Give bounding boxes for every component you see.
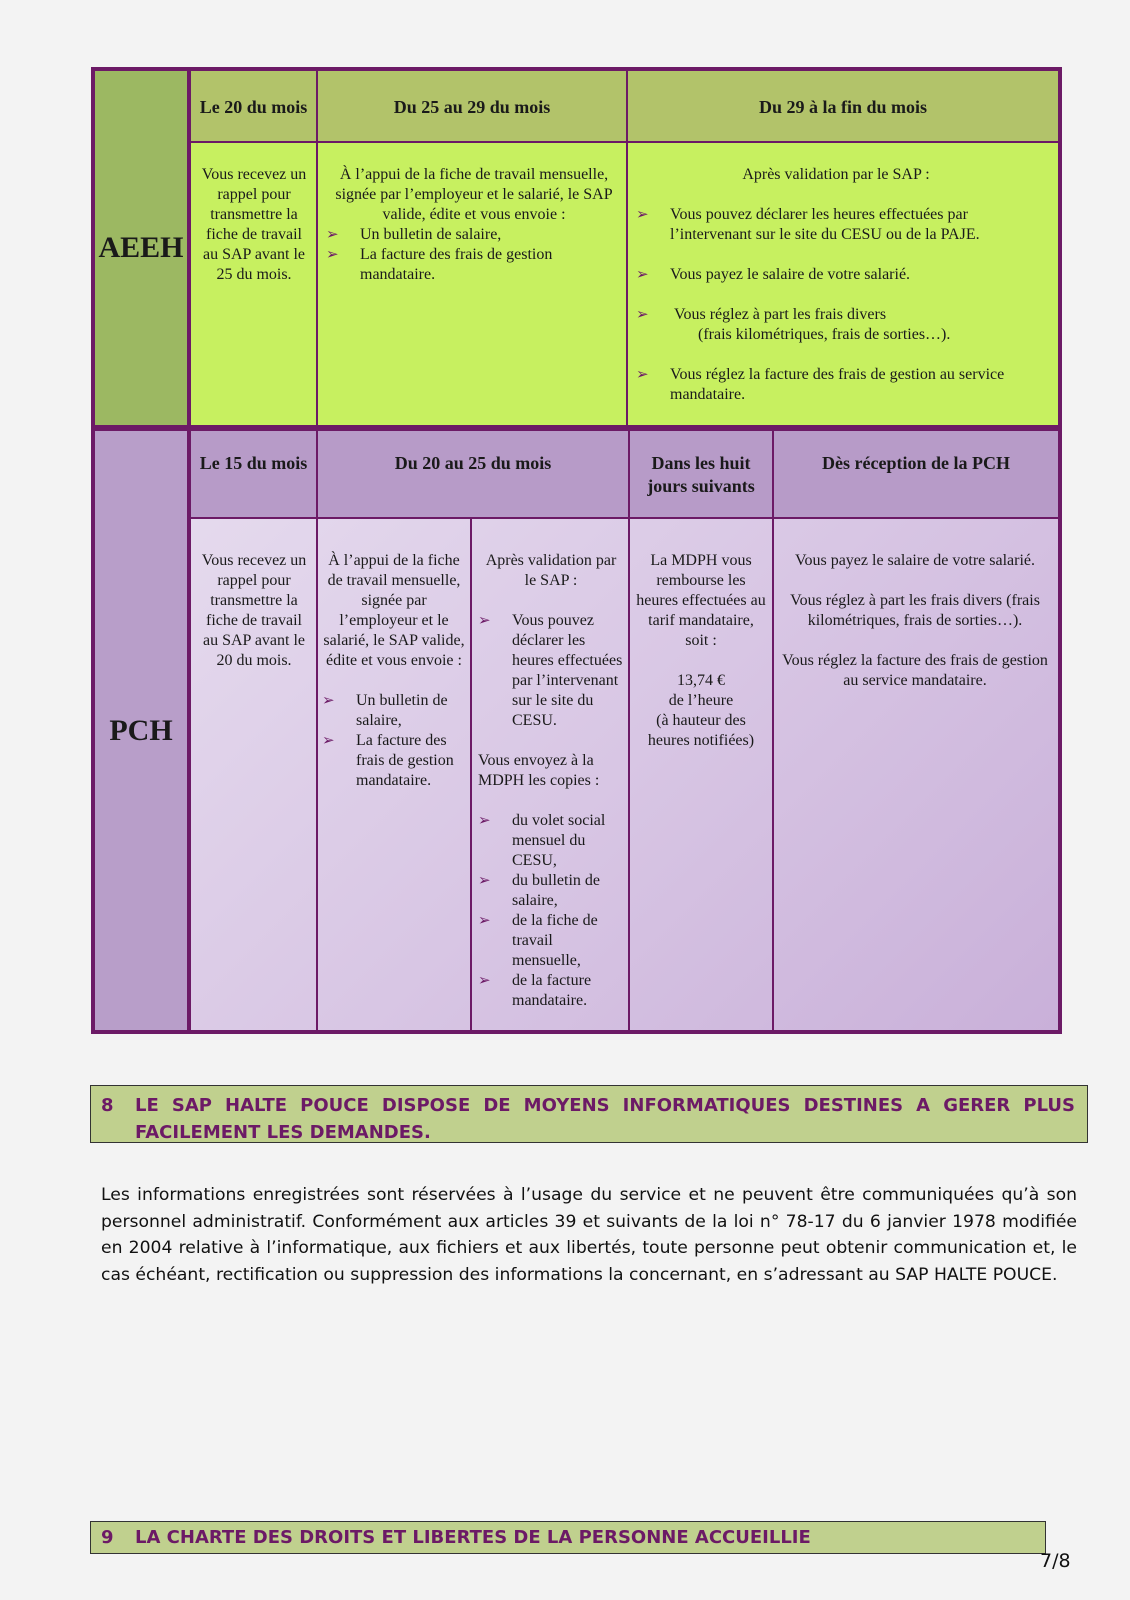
pch-cell-validation: [322, 551, 466, 791]
chevron-bullet-icon: ➢: [636, 267, 649, 283]
list-item: ➢ du bulletin de salaire,: [478, 872, 600, 909]
pch-header-date-4: Dès réception de la PCH: [822, 453, 1010, 473]
chevron-bullet-icon: ➢: [636, 307, 649, 323]
list-item: ➢ de la facture mandataire.: [478, 972, 592, 1009]
section-number: 9: [101, 1527, 114, 1548]
section-number: 8: [101, 1095, 114, 1116]
aeeh-block: [91, 67, 1062, 429]
chevron-bullet-icon: ➢: [478, 973, 491, 989]
aeeh-after-intro: Après validation par le SAP :: [742, 166, 930, 183]
pch-misc-fees: Vous réglez à part les frais divers (frais kilométriques, frais de sorties…).: [790, 592, 1040, 629]
pch-pay-salary: Vous payez le salaire de votre salarié.: [794, 552, 1036, 569]
aeeh-validation-intro: À l’appui de la fiche de travail mensuelle, signée par l’employeur et le salarié, le SAP valide, édite et vous envoie :: [335, 166, 613, 223]
aeeh-header-date-1: Le 20 du mois: [199, 97, 308, 117]
divider: [470, 519, 472, 1030]
pch-row-label: PCH: [95, 431, 187, 1030]
section-8-heading: [90, 1085, 1088, 1143]
aeeh-header-date-3: Du 29 à la fin du mois: [758, 97, 928, 117]
divider: [316, 71, 318, 425]
pch-rate-unit: de l’heure: [668, 692, 734, 709]
chevron-bullet-icon: ➢: [478, 873, 491, 889]
divider: [628, 431, 630, 1030]
pch-header-date-3: Dans les huit jours suivants: [647, 453, 755, 496]
list-item: ➢ Vous payez le salaire de votre salarié.: [636, 266, 911, 283]
pch-header-date-2: Du 20 au 25 du mois: [394, 453, 552, 473]
pch-declare-list: [478, 611, 624, 731]
pch-cell-on-receipt: [782, 551, 1048, 691]
list-item: ➢ Vous réglez à part les frais divers (frais kilométriques, frais de sorties…).: [636, 306, 951, 343]
aeeh-cell-after-validation: [636, 165, 1036, 405]
section-8-body: Les informations enregistrées sont réservées à l’usage du service et ne peuvent être communiquées qu’à son personnel administratif. Conformément aux articles 39 et suivants de la loi n° 78-17 du 6 janvier 1978 modifiée en 2004 relative à l’informatique, aux fichiers et aux libertés, toute personne peut obtenir communication et, le cas échéant, rectification ou suppression des informations la concernant, en s’adressant au SAP HALTE POUCE.: [101, 1185, 1077, 1285]
pch-management-invoice: Vous réglez la facture des frais de gestion au service mandataire.: [782, 652, 1048, 689]
list-item: ➢ La facture des frais de gestion mandataire.: [326, 246, 553, 283]
list-item: ➢ Un bulletin de salaire,: [326, 226, 502, 243]
list-item: ➢ La facture des frais de gestion mandataire.: [322, 732, 454, 789]
list-item: ➢ Un bulletin de salaire,: [322, 692, 448, 729]
list-item: ➢ de la fiche de travail mensuelle,: [478, 912, 598, 969]
pch-cell-reimbursement: [636, 551, 766, 751]
section-title: LA CHARTE DES DROITS ET LIBERTES DE LA PERSONNE ACCUEILLIE: [135, 1527, 811, 1548]
chevron-bullet-icon: ➢: [322, 693, 335, 709]
chevron-bullet-icon: ➢: [326, 247, 339, 263]
aeeh-row-label: AEEH: [95, 71, 187, 425]
pch-send-copies-intro: Vous envoyez à la MDPH les copies :: [478, 752, 600, 789]
chevron-bullet-icon: ➢: [478, 613, 491, 629]
aeeh-header-date-2: Du 25 au 29 du mois: [393, 97, 551, 117]
section-9-heading: [90, 1521, 1046, 1554]
aeeh-cell-reminder: Vous recevez un rappel pour transmettre la fiche de travail au SAP avant le 25 du mois.: [201, 166, 307, 283]
pch-block: [91, 429, 1062, 1034]
pch-documents-list: [322, 691, 466, 791]
pch-header-date-1: Le 15 du mois: [199, 453, 308, 473]
chevron-bullet-icon: ➢: [326, 227, 339, 243]
pch-after-intro: Après validation par le SAP :: [485, 552, 617, 589]
divider: [187, 431, 191, 1030]
aeeh-cell-validation: [326, 165, 622, 285]
chevron-bullet-icon: ➢: [636, 207, 649, 223]
list-item: ➢ du volet social mensuel du CESU,: [478, 812, 606, 869]
pch-rate-note: (à hauteur des heures notifiées): [647, 712, 755, 749]
pch-validation-intro: À l’appui de la fiche de travail mensuelle, signée par l’employeur et le salarié, le SAP valide, édite et vous envoie :: [323, 552, 465, 669]
pch-cell-reminder: Vous recevez un rappel pour transmettre la fiche de travail au SAP avant le 20 du mois.: [201, 552, 307, 669]
divider: [626, 71, 628, 425]
aeeh-actions-list: [636, 205, 1036, 405]
pch-reimbursement-text: La MDPH vous rembourse les heures effectuées au tarif mandataire, soit :: [636, 552, 766, 649]
chevron-bullet-icon: ➢: [636, 367, 649, 383]
aeeh-documents-list: [326, 225, 622, 285]
chevron-bullet-icon: ➢: [478, 913, 491, 929]
schedule-table: [91, 67, 1062, 1034]
page-number: 7/8: [1040, 1550, 1071, 1572]
chevron-bullet-icon: ➢: [322, 733, 335, 749]
chevron-bullet-icon: ➢: [478, 813, 491, 829]
pch-cell-after-validation: [478, 551, 624, 1011]
section-title: LE SAP HALTE POUCE DISPOSE DE MOYENS INFORMATIQUES DESTINES A GERER PLUS FACILEMENT LES DEMANDES.: [135, 1095, 1075, 1143]
list-item: ➢ Vous réglez la facture des frais de gestion au service mandataire.: [636, 366, 1005, 403]
pch-hourly-rate: 13,74 €: [677, 672, 725, 689]
list-item: ➢ Vous pouvez déclarer les heures effectuées par l’intervenant sur le site du CESU ou de la PAJE.: [636, 206, 980, 243]
divider: [316, 431, 318, 1030]
divider: [191, 141, 1058, 143]
list-item: ➢ Vous pouvez déclarer les heures effectuées par l’intervenant sur le site du CESU.: [478, 612, 623, 729]
divider: [191, 517, 1058, 519]
pch-copies-list: [478, 811, 624, 1011]
divider: [772, 431, 774, 1030]
